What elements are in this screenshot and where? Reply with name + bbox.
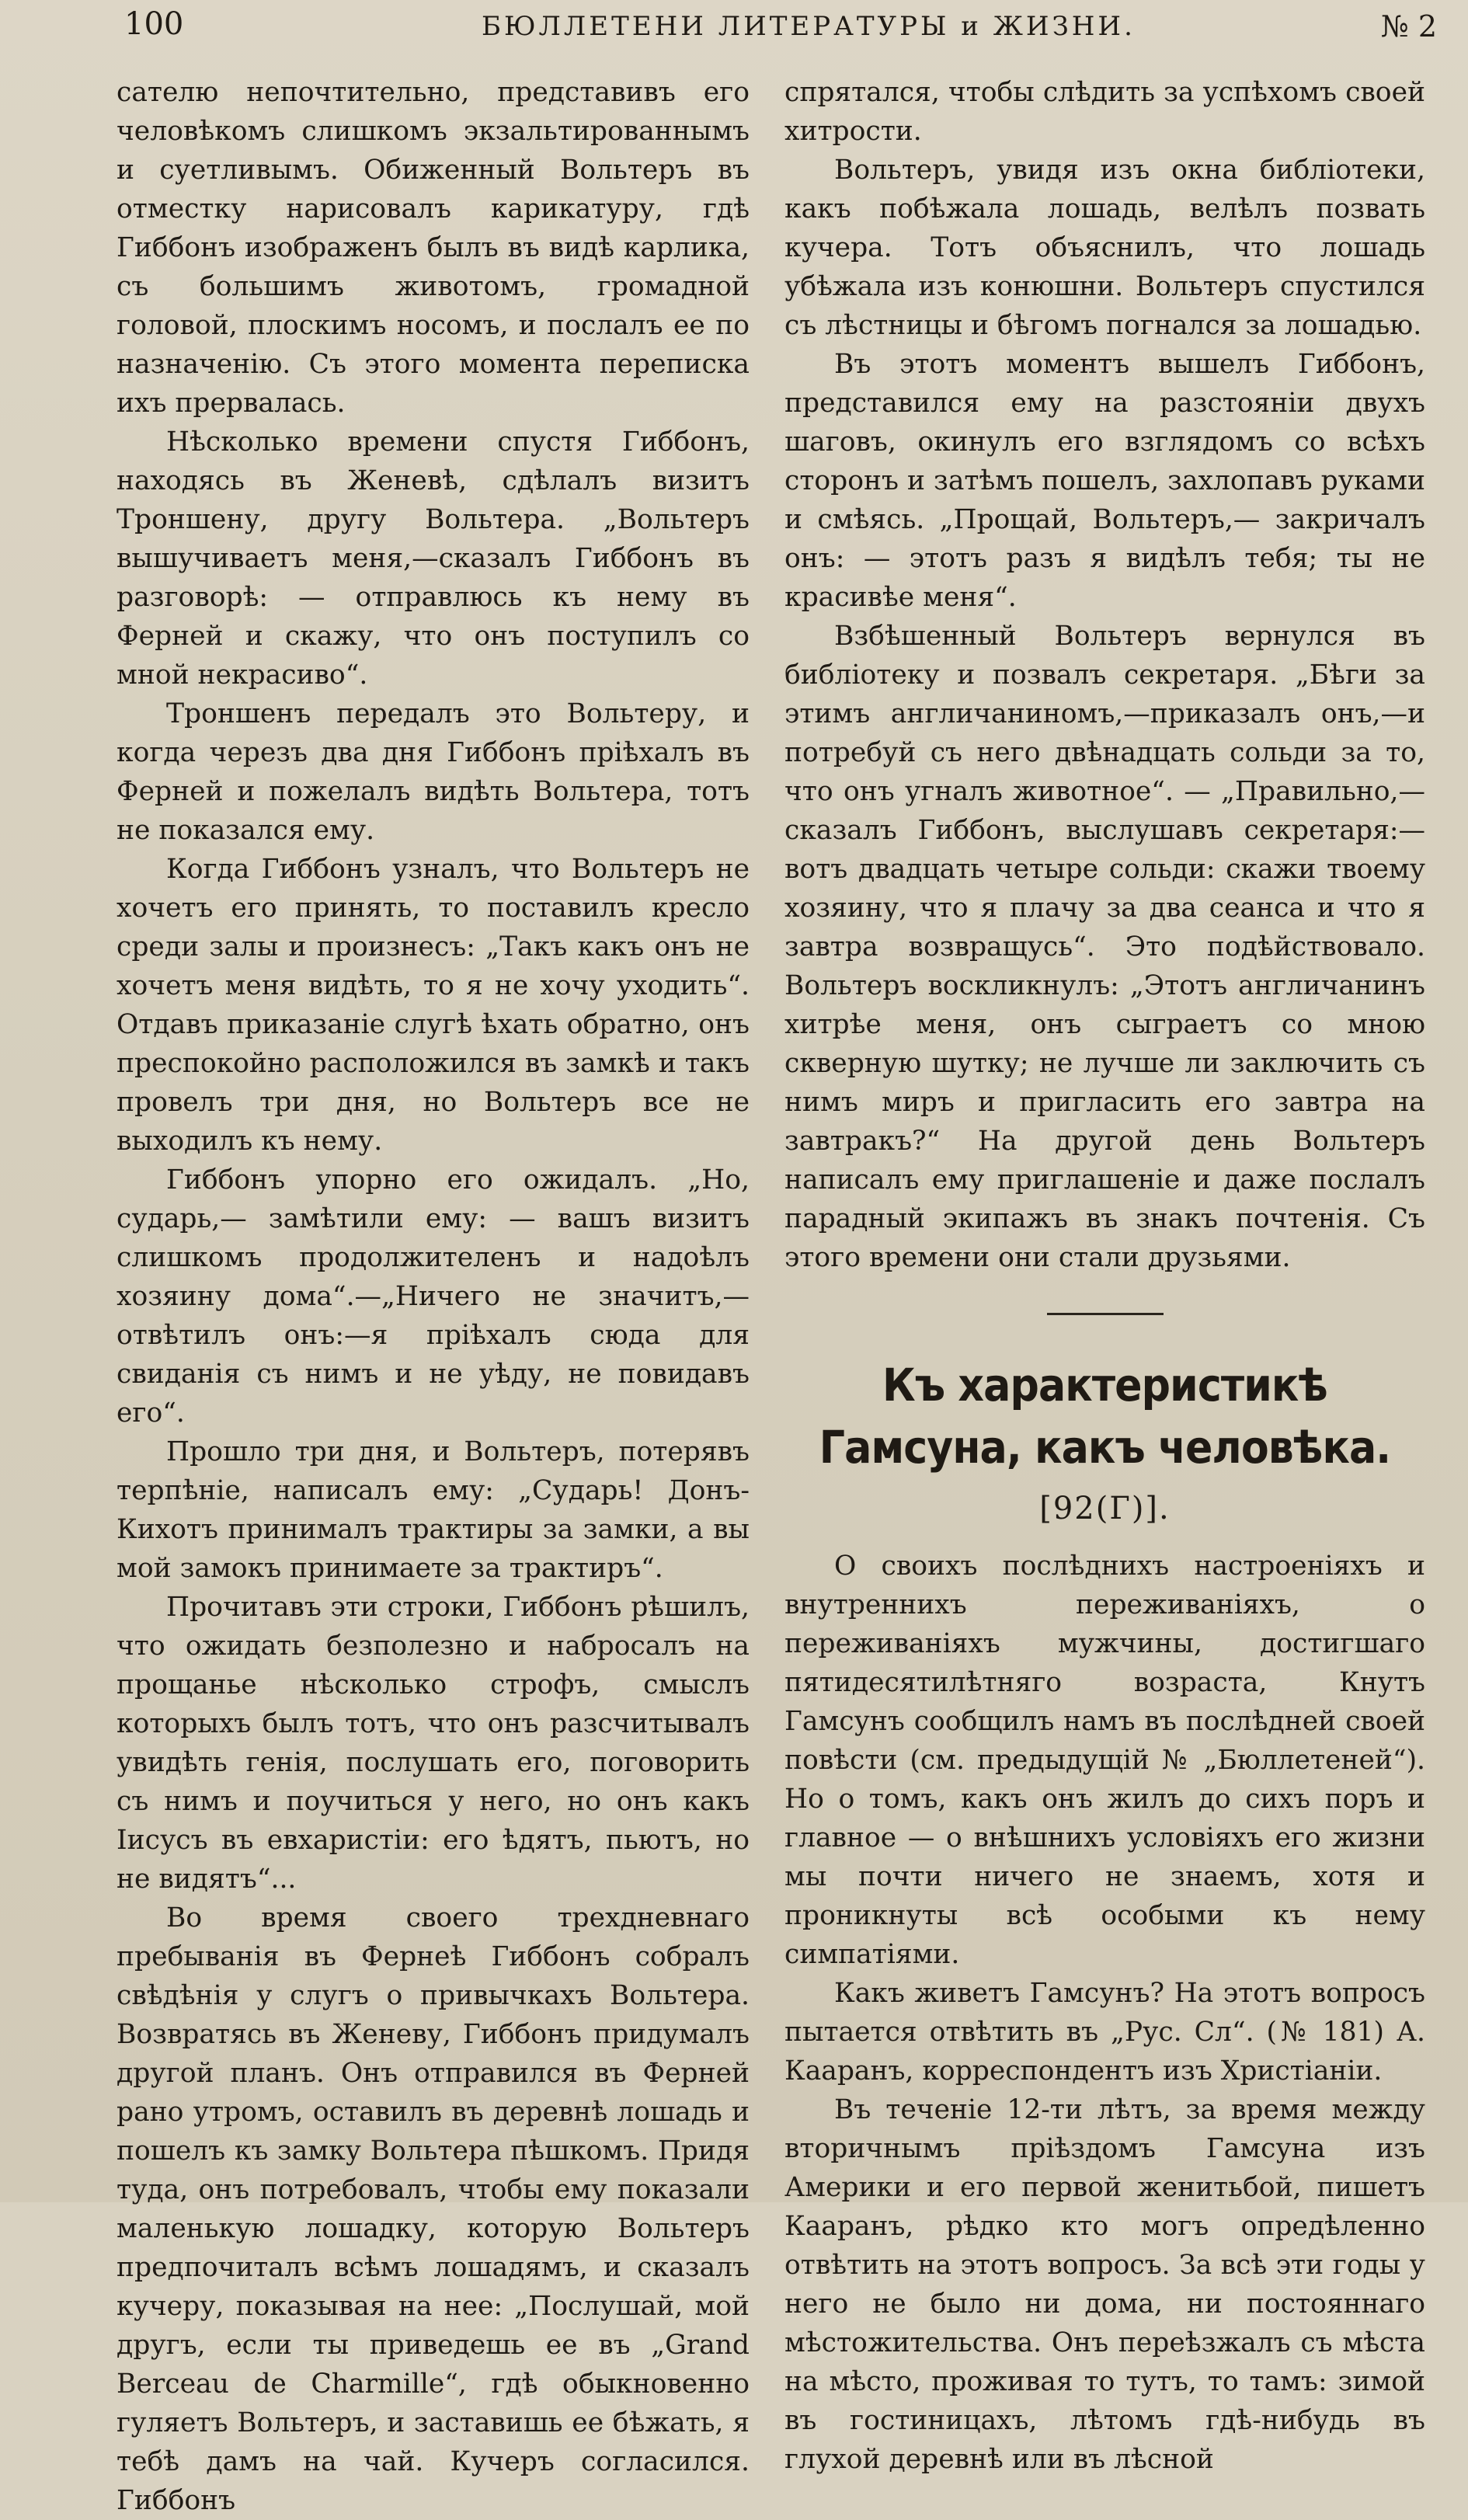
paragraph: Во время своего трехдневнаго пребыванія въ Фернеѣ Гиббонъ собралъ свѣдѣнія у слугъ о привычкахъ Вольтера. Возвратясь въ Женеву, Гиббонъ придумалъ другой планъ. Онъ отправился въ Ферней рано утромъ, оставилъ въ деревнѣ лошадь и пошелъ къ замку Вольтера пѣшкомъ. Придя туда, онъ потребовалъ, чтобы ему показали маленькую лошадку, которую Вольтеръ предпочиталъ всѣмъ лошадямъ, и сказалъ кучеру, показывая на нее: „Послушай, мой другъ, если ты приведешь ее въ „Grand Berceau de Charmille“, гдѣ обыкновенно гуляетъ Вольтеръ, и заставишь ее бѣжать, я тебѣ дамъ на чай. Кучеръ согласился. Гиббонъ <box>117 1902 750 2516</box>
paragraph: Троншенъ передалъ это Вольтеру, и когда черезъ два дня Гиббонъ пріѣхалъ въ Ферней и пожелалъ видѣть Вольтера, тотъ не показался ему. <box>117 698 750 846</box>
issue-number: № 2 <box>1380 9 1437 44</box>
paragraph: Гиббонъ упорно его ожидалъ. „Но, сударь,— замѣтили ему: — вашъ визитъ слишкомъ продолжителенъ и надоѣлъ хозяину дома“.—„Ничего не значитъ,—отвѣтилъ онъ:—я пріѣхалъ сюда для свиданія съ нимъ и не уѣду, не повидавъ его“. <box>117 1164 750 1429</box>
paragraph: спрятался, чтобы слѣдить за успѣхомъ своей хитрости. <box>784 77 1425 147</box>
paragraph: О своихъ послѣднихъ настроеніяхъ и внутреннихъ переживаніяхъ, о переживаніяхъ мужчины, достигшаго пятидесятилѣтняго возраста, Кнутъ Гамсунъ сообщилъ намъ въ послѣдней своей повѣсти (см. предыдущій № „Бюллетеней“). Но о томъ, какъ онъ жилъ до сихъ поръ и главное — о внѣшнихъ условіяхъ его жизни мы почти ничего не знаемъ, хотя и проникнуты всѣ особыми къ нему симпатіями. <box>784 1551 1425 1970</box>
running-title: БЮЛЛЕТЕНИ ЛИТЕРАТУРЫ и ЖИЗНИ. <box>482 11 1136 42</box>
paragraph: Въ теченіе 12-ти лѣтъ, за время между вторичнымъ пріѣздомъ Гамсуна изъ Америки и его первой женитьбой, пишетъ Кааранъ, рѣдко кто могъ опредѣленно отвѣтить на этотъ вопросъ. За всѣ эти годы у него не было ни дома, ни постояннаго мѣстожительства. Онъ переѣзжалъ съ мѣста на мѣсто, проживая то тутъ, то тамъ: зимой въ гостиницахъ, лѣтомъ гдѣ-нибудь въ глухой деревнѣ или въ лѣсной <box>784 2094 1425 2475</box>
paragraph: Взбѣшенный Вольтеръ вернулся въ библіотеку и позвалъ секретаря. „Бѣги за этимъ англичаниномъ,—приказалъ онъ,—и потребуй съ него двѣнадцать сольди за то, что онъ угналъ животное“. — „Правильно,— сказалъ Гиббонъ, выслушавъ секретаря:— вотъ двадцать четыре сольди: скажи твоему хозяину, что я плачу за два сеанса и что я завтра возвращусь“. Это подѣйствовало. Вольтеръ воскликнулъ: „Этотъ англичанинъ хитрѣе меня, онъ сыграетъ со мною скверную шутку; не лучше ли заключить съ нимъ миръ и пригласить его завтра на завтракъ?“ На другой день Вольтеръ написалъ ему приглашеніе и даже послалъ парадный экипажъ въ знакъ почтенія. Съ этого времени они стали друзьями. <box>784 621 1425 1273</box>
paragraph: Нѣсколько времени спустя Гиббонъ, находясь въ Женевѣ, сдѣлалъ визитъ Троншену, другу Вольтера. „Вольтеръ вышучиваетъ меня,—сказалъ Гиббонъ въ разговорѣ: — отправлюсь къ нему въ Ферней и скажу, что онъ поступилъ со мной некрасиво“. <box>117 426 750 691</box>
section-divider <box>1047 1313 1164 1315</box>
paragraph: Прошло три дня, и Вольтеръ, потерявъ терпѣніе, написалъ ему: „Сударь! Донъ-Кихотъ принималъ трактиры за замки, а вы мой замокъ принимаете за трактиръ“. <box>117 1436 750 1584</box>
right-column <box>784 73 1425 2479</box>
paragraph: сателю непочтительно, представивъ его человѣкомъ слишкомъ экзальтированнымъ и суетливымъ. Обиженный Вольтеръ въ отместку нарисовалъ карикатуру, гдѣ Гиббонъ изображенъ былъ въ видѣ карлика, съ большимъ животомъ, громадной головой, плоскимъ носомъ, и послалъ ее по назначенію. Съ этого момента переписка ихъ прервалась. <box>117 77 750 419</box>
article-reference: [92(Г)]. <box>1039 1491 1171 1526</box>
paragraph: Прочитавъ эти строки, Гиббонъ рѣшилъ, что ожидать безполезно и набросалъ на прощанье нѣсколько строфъ, смыслъ которыхъ былъ тотъ, что онъ разсчитывалъ увидѣть генія, послушать его, поговорить съ нимъ и поучиться у него, но онъ какъ Іисусъ въ евхаристіи: его ѣдятъ, пьютъ, но не видятъ“... <box>117 1592 750 1895</box>
paragraph: Когда Гиббонъ узналъ, что Вольтеръ не хочетъ его принять, то поставилъ кресло среди залы и произнесъ: „Такъ какъ онъ не хочетъ меня видѣть, то я не хочу уходить“. Отдавъ приказаніе слугѣ ѣхать обратно, онъ преспокойно расположился въ замкѣ и такъ провелъ три дня, но Вольтеръ все не выходилъ къ нему. <box>117 854 750 1157</box>
paragraph: Какъ живетъ Гамсунъ? На этотъ вопросъ пытается отвѣтить въ „Рус. Сл“. (№ 181) А. Кааранъ, корреспондентъ изъ Христіаніи. <box>784 1978 1425 2087</box>
paragraph: Вольтеръ, увидя изъ окна библіотеки, какъ побѣжала лошадь, велѣлъ позвать кучера. Тотъ объяснилъ, что лошадь убѣжала изъ конюшни. Вольтеръ спустился съ лѣстницы и бѣгомъ погнался за лошадью. <box>784 155 1425 341</box>
page-header <box>117 0 1437 62</box>
page-number: 100 <box>124 6 184 42</box>
article-title: Къ характеристикѣ Гамсуна, какъ человѣка. <box>819 1359 1391 1474</box>
left-column <box>117 73 750 2520</box>
paragraph: Въ этотъ моментъ вышелъ Гиббонъ, представился ему на разстояніи двухъ шаговъ, окинулъ его взглядомъ со всѣхъ сторонъ и затѣмъ пошелъ, захлопавъ руками и смѣясь. „Прощай, Вольтеръ,— закричалъ онъ: — этотъ разъ я видѣлъ тебя; ты не красивѣе меня“. <box>784 349 1425 613</box>
